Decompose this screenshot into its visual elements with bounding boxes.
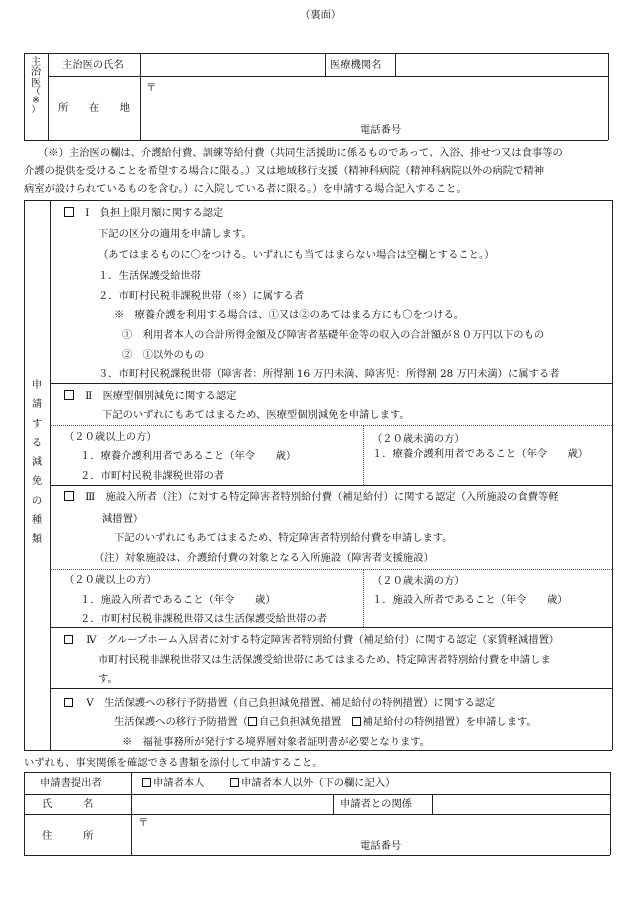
section-3-line1: 下記のいずれにもあてはまるため、特定障害者特別給付費を申請します。	[114, 532, 453, 544]
section-1-option1[interactable]: １．生活保護受給世帯	[98, 270, 201, 282]
submitter-opt1[interactable]: 申請者本人	[142, 777, 204, 790]
submitter-phone-label: 電話番号	[360, 840, 402, 852]
section-3-title: Ⅲ 施設入所者（注）に対する特定障害者特別給付費（補足給付）に関する認定（入所施設の食費等軽	[64, 491, 559, 504]
submitter-label: 申請書提出者	[40, 777, 102, 789]
section-1-sub2[interactable]: ② ①以外のもの	[122, 349, 205, 361]
relation-field[interactable]	[433, 795, 609, 813]
attach-note: いずれも、事実関係を確認できる書類を添付して申請すること。	[24, 757, 323, 769]
section-3-left-head: （２０歳以上の方）	[64, 574, 157, 586]
section-2-right-head: （２０歳未満の方）	[372, 433, 465, 445]
applicant-self-checkbox[interactable]	[142, 778, 151, 787]
doctor-address-field[interactable]	[160, 78, 607, 118]
doctor-note-line1: （※）主治医の欄は、介護給付費、訓練等給付費（共同生活援助に係るものであって、入浴、排せつ又は食事等の	[38, 147, 563, 159]
section-4-line2: す。	[98, 673, 118, 685]
section-3-left-1[interactable]: １．施設入所者であること（年令 歳）	[80, 594, 276, 606]
doctor-side-label: 主 治 医 （ ※ ）	[30, 56, 42, 115]
self-burden-checkbox[interactable]	[248, 717, 257, 726]
section-2-line1: 下記のいずれにもあてはまるため、医療型個別減免を申請します。	[102, 409, 410, 421]
section-3-checkbox[interactable]	[64, 491, 74, 501]
section-3-title-cont: 減措置）	[102, 513, 144, 525]
section-1-line2: （あてはまるものに〇をつける。いずれにも当てはまらない場合は空欄とすること。）	[98, 249, 495, 261]
doctor-phone-label: 電話番号	[360, 124, 402, 136]
doctor-name-field[interactable]	[141, 54, 324, 75]
doctor-phone-field[interactable]	[410, 121, 607, 138]
section-3-note: （注）対象施設は、介護給付費の対象となる入所施設（障害者支援施設）	[94, 552, 434, 564]
submitter-address-label: 住 所	[42, 830, 94, 842]
section-2-checkbox[interactable]	[64, 390, 74, 400]
section-5-line1: 生活保護への移行予防措置（ 自己負担減免措置 補足給付の特例措置）を申請します。	[114, 716, 537, 728]
section-1-option3[interactable]: ３．市町村民税課税世帯（障害者：所得割 16 万円未満、障害児：所得割 28 万円未満）に属する者	[98, 368, 560, 380]
submitter-address-field[interactable]	[150, 816, 608, 836]
section-4-checkbox[interactable]	[64, 635, 73, 644]
institution-label: 医療機関名	[330, 59, 382, 71]
supplement-special-checkbox[interactable]	[352, 717, 361, 726]
submitter-opt2[interactable]: 申請者本人以外（下の欄に記入）	[230, 777, 395, 790]
section-2-title: Ⅱ 医療型個別減免に関する認定	[64, 390, 236, 403]
section-1-note: ※ 療養介護を利用する場合は、①又は②のあてはまる方にも〇をつける。	[114, 309, 465, 321]
postal-mark: 〒	[146, 82, 157, 94]
relation-label: 申請者との関係	[340, 798, 413, 810]
doctor-note-line3: 病室が設けられているものを含む。）に入院している者に限る。）を申請する場合記入すること。	[24, 183, 467, 195]
section-3-right-1[interactable]: １．施設入所者であること（年令 歳）	[372, 594, 568, 606]
doctor-note-line2: 介護の提供を受けることを希望する場合に限る。）又は地域移行支援（精神科病院（精神科病院以外の病院で精神	[24, 165, 544, 177]
section-5-checkbox[interactable]	[64, 698, 73, 707]
section-1-option2[interactable]: ２．市町村民税非課税世帯（※）に属する者	[98, 290, 304, 302]
section-5-note: ※ 福祉事務所が発行する境界層対象者証明書が必要となります。	[122, 736, 431, 748]
doctor-name-label: 主治医の氏名	[62, 59, 124, 71]
section-2-left-head: （２０歳以上の方）	[64, 431, 157, 443]
reduction-side-label: 申 請 す る 減 免 の 種 類	[31, 379, 43, 546]
section-1-sub1[interactable]: ① 利用者本人の合計所得金額及び障害者基礎年金等の収入の合計額が８０万円以下のもの	[122, 329, 545, 341]
submitter-phone-field[interactable]	[410, 837, 608, 853]
submitter-name-label: 氏 名	[42, 798, 94, 810]
section-1-line1: 下記の区分の適用を申請します。	[98, 228, 252, 240]
page-label: （裏面）	[300, 9, 342, 21]
applicant-other-checkbox[interactable]	[230, 778, 239, 787]
section-2-right-1[interactable]: １．療養介護利用者であること（年令 歳）	[372, 448, 589, 460]
section-1-title: Ⅰ 負担上限月額に関する認定	[64, 207, 223, 220]
doctor-address-label: 所 在 地	[58, 102, 131, 114]
section-1-checkbox[interactable]	[64, 207, 74, 217]
section-4-title: Ⅳ グループホーム入居者に対する特定障害者特別給付費（補足給付）に関する認定（家賃軽減措置）	[64, 634, 559, 647]
institution-field[interactable]	[396, 54, 607, 75]
section-3-right-head: （２０歳未満の方）	[372, 575, 465, 587]
section-4-line1: 市町村民税非課税世帯又は生活保護受給世帯にあてはまるため、特定障害者特別給付費を申請しま	[98, 654, 551, 666]
section-2-left-2[interactable]: ２．市町村民税非課税世帯の者	[80, 470, 225, 482]
submitter-postal-mark: 〒	[138, 817, 149, 829]
section-3-left-2[interactable]: ２．市町村民税非課税世帯又は生活保護受給世帯の者	[80, 613, 328, 625]
submitter-name-field[interactable]	[132, 795, 332, 813]
section-5-title: Ⅴ 生活保護への移行予防措置（自己負担減免措置、補足給付の特例措置）に関する認定	[64, 697, 495, 710]
section-2-left-1[interactable]: １．療養介護利用者であること（年令 歳）	[80, 450, 297, 462]
